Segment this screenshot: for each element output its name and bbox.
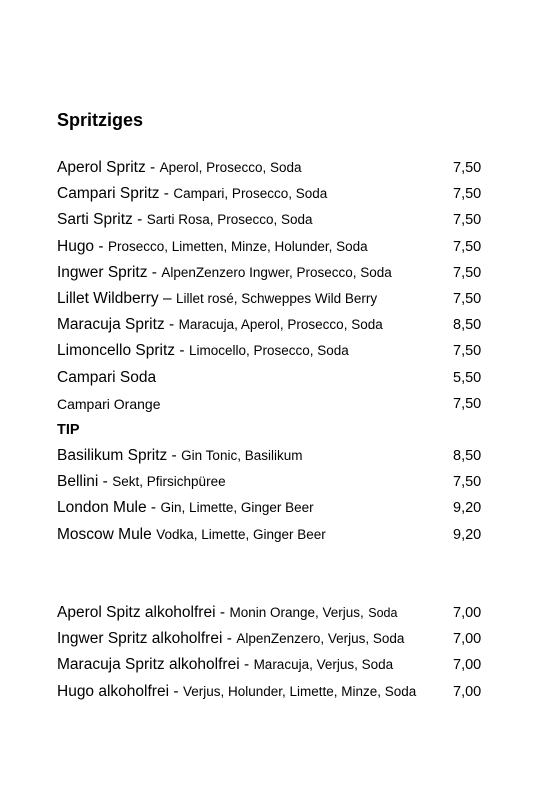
menu-item — [57, 600, 497, 626]
tip-label: TIP — [57, 421, 80, 438]
item-description: AlpenZenzero Ingwer, Prosecco, Soda — [161, 264, 392, 280]
item-price: 7,50 — [453, 290, 482, 307]
menu-item — [57, 181, 497, 207]
item-price: 9,20 — [453, 526, 482, 543]
item-price: 7,50 — [453, 186, 482, 203]
item-description: Gin Tonic, Basilikum — [181, 448, 303, 464]
item-description: Maracuja, Aperol, Prosecco, Soda — [178, 317, 383, 333]
item-name: Hugo alkoholfrei - — [57, 682, 179, 700]
menu-item — [57, 338, 497, 364]
item-name: Lillet Wildberry – — [57, 289, 172, 307]
menu-item — [57, 469, 497, 495]
item-description: Monin Orange, Verjus, — [229, 605, 364, 620]
item-description-extra: Soda — [368, 606, 398, 620]
item-description: Limocello, Prosecco, Soda — [188, 343, 349, 359]
item-price: 8,50 — [453, 317, 482, 334]
item-name: Campari Soda — [57, 368, 157, 386]
item-price: 8,50 — [453, 448, 482, 465]
item-description: Sekt, Pfirsichpüree — [112, 474, 226, 490]
section-title: Spritziges — [57, 110, 144, 130]
item-description: Lillet rosé, Schweppes Wild Berry — [176, 290, 378, 306]
item-price: 7,00 — [453, 631, 482, 648]
item-name: Maracuja Spritz alkoholfrei - — [57, 656, 250, 674]
menu-item — [57, 234, 497, 260]
alcohol-free-menu-list — [57, 600, 497, 705]
item-name: Aperol Spitz alkoholfrei - — [57, 604, 225, 621]
menu-item — [57, 495, 497, 521]
item-price: 9,20 — [453, 500, 482, 517]
item-price: 7,50 — [453, 264, 482, 281]
item-name: London Mule - — [57, 499, 157, 517]
item-price: 7,00 — [453, 605, 482, 621]
item-description: Aperol, Prosecco, Soda — [159, 160, 302, 175]
item-price: 7,50 — [453, 160, 482, 176]
menu-item — [57, 260, 497, 286]
menu-item — [57, 679, 497, 705]
item-name: Sarti Spritz - — [57, 211, 143, 229]
menu-item — [57, 312, 497, 338]
item-name: Hugo - — [57, 237, 104, 255]
item-description: AlpenZenzero, Verjus, Soda — [236, 631, 405, 647]
item-price: 7,00 — [453, 683, 482, 700]
menu-item — [57, 365, 497, 391]
item-price: 7,50 — [453, 474, 482, 491]
item-description: Prosecco, Limetten, Minze, Holunder, Soda — [107, 238, 368, 254]
menu-item — [57, 652, 497, 678]
menu-item — [57, 155, 497, 181]
item-name: Campari Orange — [57, 395, 161, 412]
tip-heading-row — [57, 417, 497, 443]
menu-item — [57, 391, 497, 417]
item-description: Sarti Rosa, Prosecco, Soda — [146, 212, 313, 228]
item-price: 7,50 — [453, 212, 482, 229]
item-description: Verjus, Holunder, Limette, Minze, Soda — [182, 683, 417, 699]
item-price: 7,00 — [453, 657, 482, 674]
item-name: Bellini - — [57, 473, 108, 491]
item-name: Ingwer Spritz - — [57, 263, 157, 281]
item-name: Aperol Spritz - — [57, 159, 156, 176]
item-price: 5,50 — [453, 369, 482, 386]
item-price: 7,50 — [453, 395, 482, 412]
menu-item — [57, 286, 497, 312]
item-description: Maracuja, Verjus, Soda — [253, 657, 394, 673]
item-description: Vodka, Limette, Ginger Beer — [156, 526, 326, 542]
item-name: Moscow Mule — [57, 525, 152, 543]
menu-item — [57, 207, 497, 233]
menu-item — [57, 626, 497, 652]
spritz-menu-list — [57, 155, 497, 548]
item-price: 7,50 — [453, 343, 482, 360]
item-name: Basilikum Spritz - — [57, 447, 177, 465]
menu-item — [57, 443, 497, 469]
item-description: Campari, Prosecco, Soda — [173, 186, 328, 202]
item-name: Maracuja Spritz - — [57, 316, 175, 334]
item-name: Limoncello Spritz - — [57, 342, 185, 360]
item-description: Gin, Limette, Ginger Beer — [160, 500, 314, 516]
menu-item — [57, 522, 497, 548]
item-name: Ingwer Spritz alkoholfrei - — [57, 630, 232, 648]
item-price: 7,50 — [453, 238, 482, 255]
item-name: Campari Spritz - — [57, 185, 169, 203]
